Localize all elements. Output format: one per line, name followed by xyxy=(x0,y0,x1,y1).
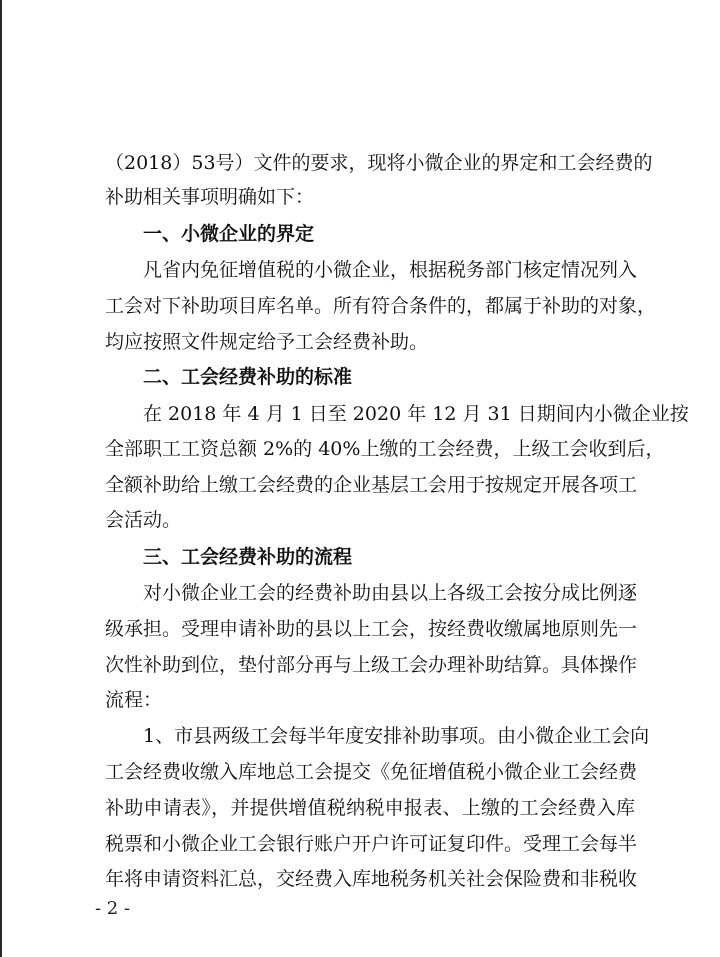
text-line: 工会经费收缴入库地总工会提交《免征增值税小微企业工会经费 xyxy=(105,761,638,783)
section-heading: 二、工会经费补助的标准 xyxy=(143,366,353,388)
text-line: 级承担。受理申请补助的县以上工会，按经费收缴属地原则先一 xyxy=(105,618,638,640)
page-number: - 2 - xyxy=(94,898,131,919)
text-line: 在 2018 年 4 月 1 日至 2020 年 12 月 31 日期间内小微企业按 xyxy=(143,403,689,425)
text-line: 补助申请表》，并提供增值税纳税申报表、上缴的工会经费入库 xyxy=(105,797,635,819)
text-line: 对小微企业工会的经费补助由县以上各级工会按分成比例逐 xyxy=(143,582,638,604)
text-line: 会活动。 xyxy=(105,509,182,531)
text-line: 税票和小微企业工会银行账户开户许可证复印件。受理工会每半 xyxy=(105,833,638,855)
section-heading: 一、小微企业的界定 xyxy=(143,223,315,245)
text-line: 均应按照文件规定给予工会经费补助。 xyxy=(105,331,429,353)
section-heading: 三、工会经费补助的流程 xyxy=(143,546,353,568)
text-line: 流程： xyxy=(105,689,163,711)
text-line: 次性补助到位，垫付部分再与上级工会办理补助结算。具体操作 xyxy=(105,654,638,676)
text-line: 全额补助给上缴工会经费的企业基层工会用于按规定开展各项工 xyxy=(105,474,638,496)
text-line: 凡省内免征增值税的小微企业，根据税务部门核定情况列入 xyxy=(143,259,638,281)
text-line: 补助相关事项明确如下： xyxy=(105,186,315,208)
text-line: 工会对下补助项目库名单。所有符合条件的，都属于补助的对象， xyxy=(105,295,657,317)
text-line: 全部职工工资总额 2%的 40%上缴的工会经费，上级工会收到后， xyxy=(105,438,665,460)
text-line: 年将申请资料汇总，交经费入库地税务机关社会保险费和非税收 xyxy=(105,868,638,890)
text-line: 1、市县两级工会每半年度安排补助事项。由小微企业工会向 xyxy=(143,725,650,747)
text-line: （2018）53号）文件的要求，现将小微企业的界定和工会经费的 xyxy=(105,152,653,174)
